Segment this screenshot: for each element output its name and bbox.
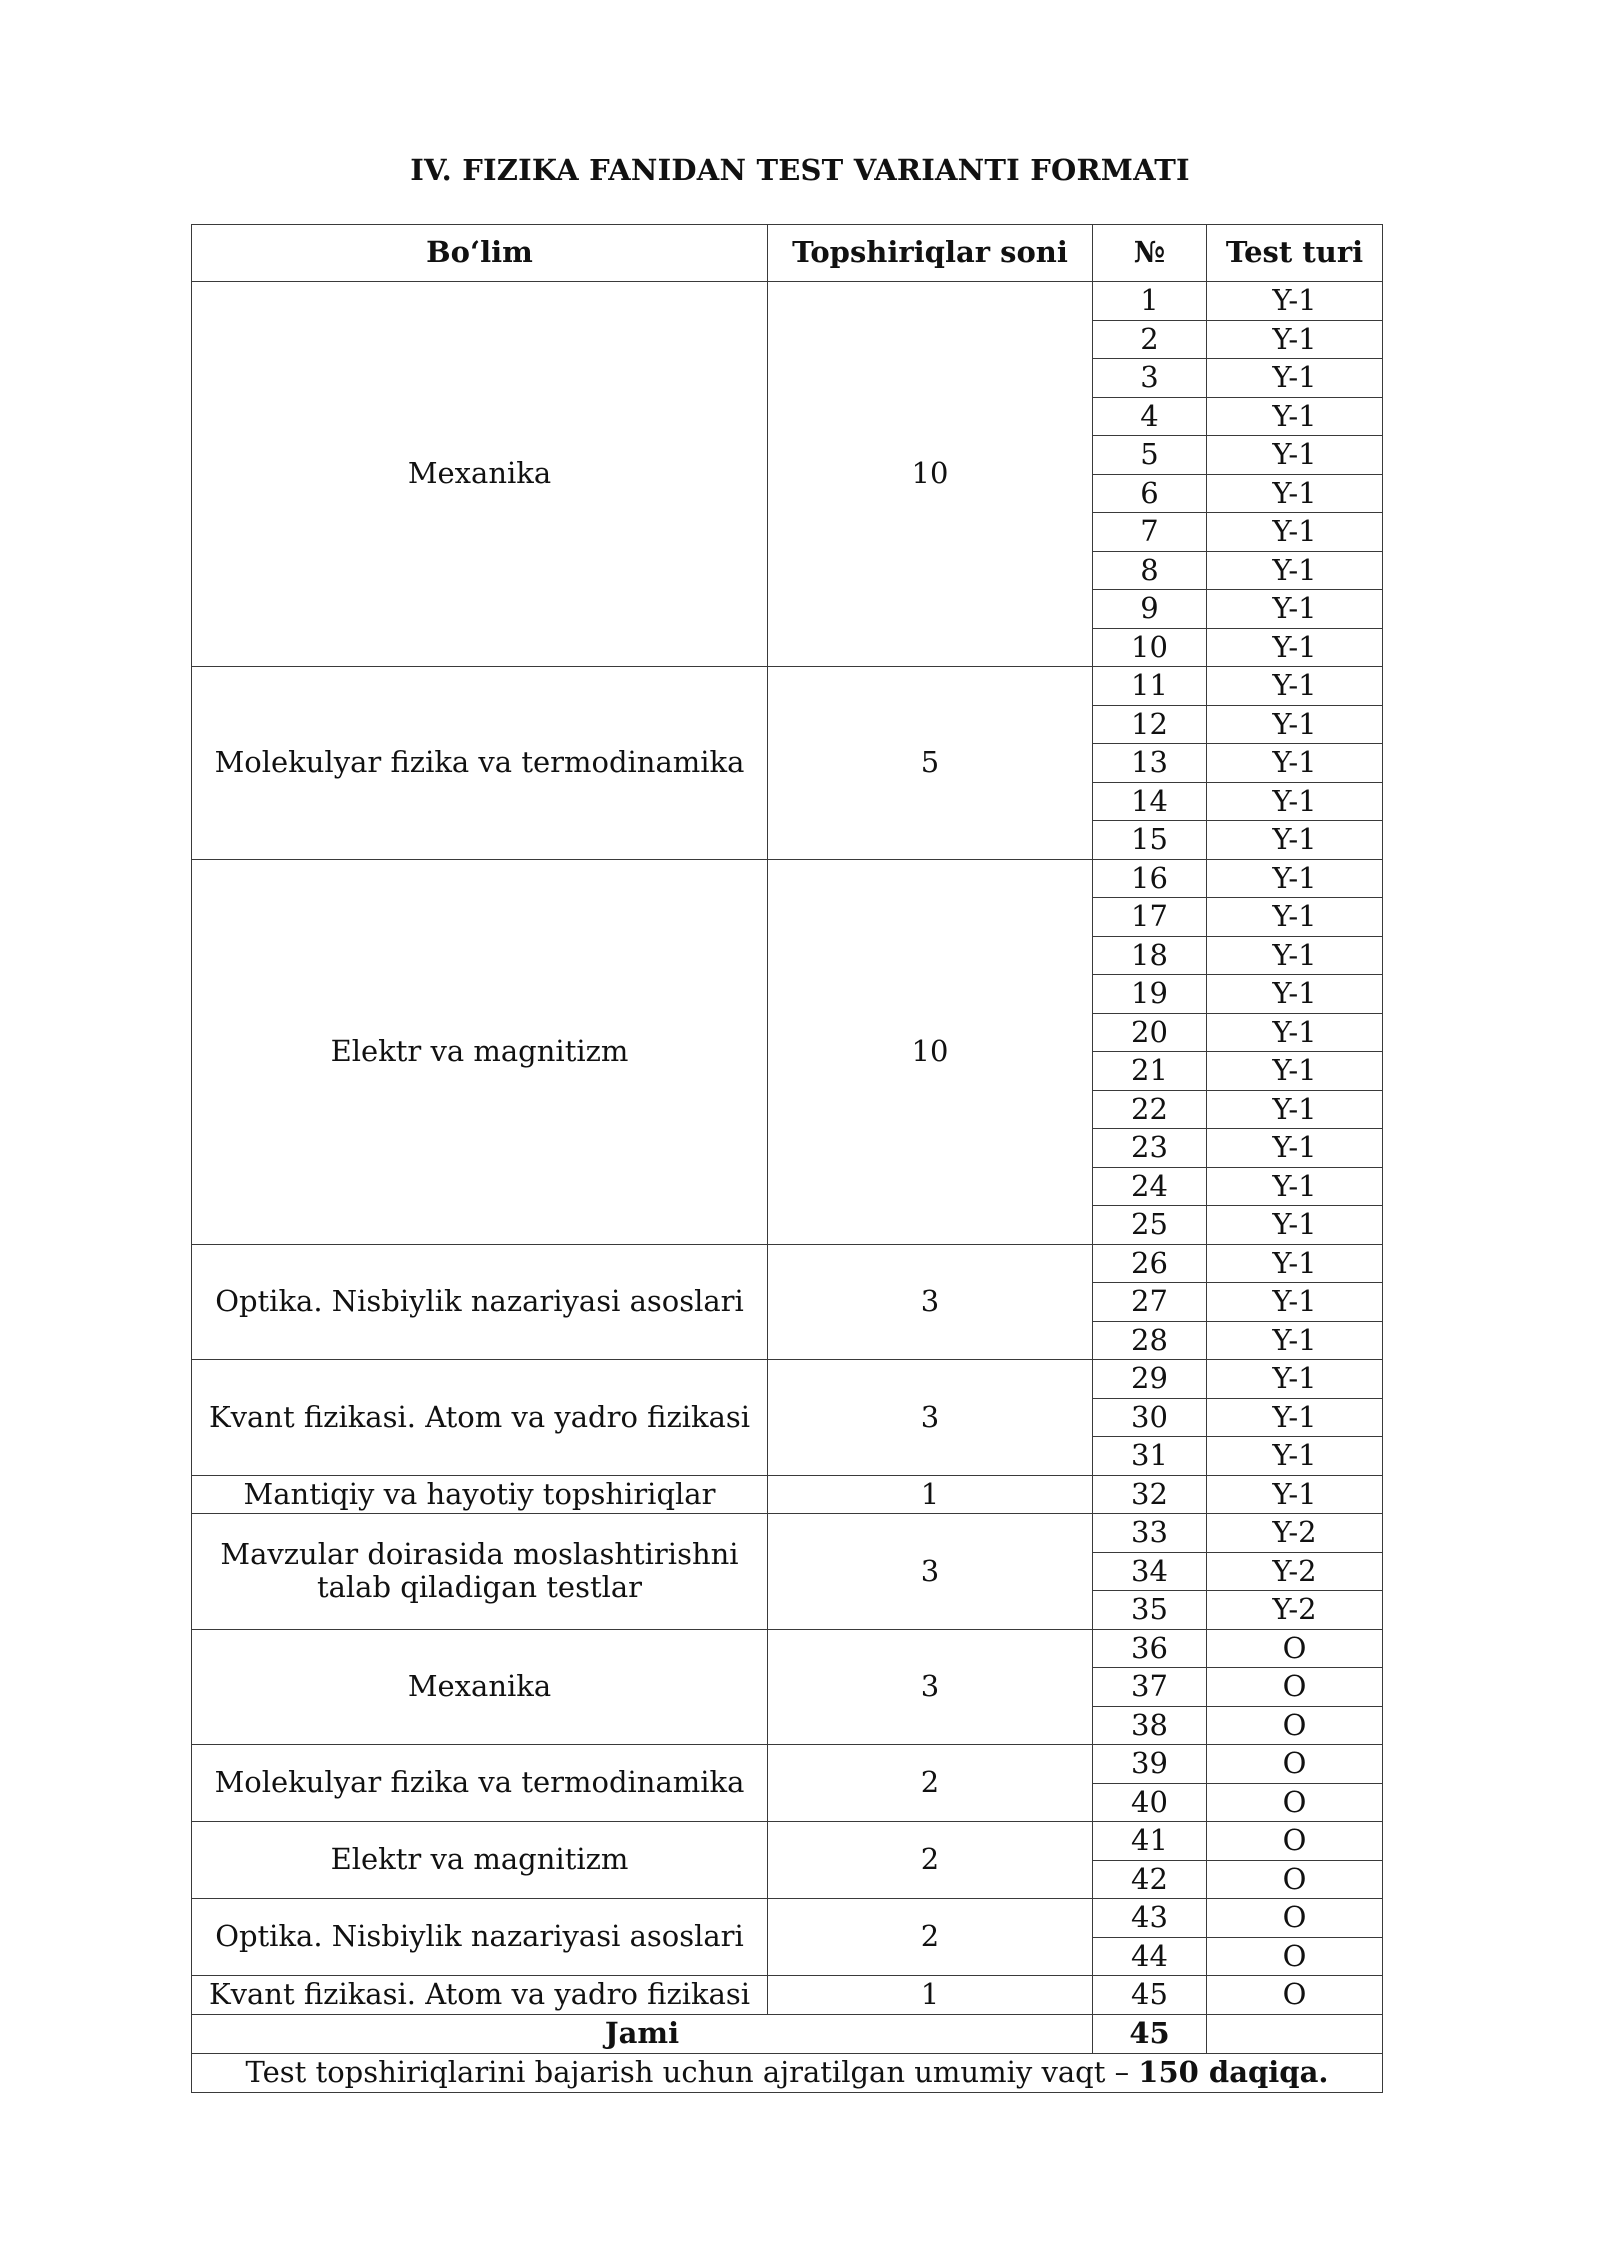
test-type-cell: Y-1: [1207, 975, 1383, 1014]
question-number-cell: 24: [1093, 1167, 1207, 1206]
section-name-cell: Elektr va magnitizm: [192, 1822, 768, 1899]
test-type-cell: Y-1: [1207, 782, 1383, 821]
section-name-cell: Optika. Nisbiylik nazariyasi asoslari: [192, 1899, 768, 1976]
test-type-cell: Y-1: [1207, 1090, 1383, 1129]
section-name-cell: Kvant fizikasi. Atom va yadro fizikasi: [192, 1360, 768, 1476]
test-type-cell: O: [1207, 1822, 1383, 1861]
question-number-cell: 15: [1093, 821, 1207, 860]
question-number-cell: 27: [1093, 1283, 1207, 1322]
test-type-cell: O: [1207, 1860, 1383, 1899]
test-type-cell: Y-1: [1207, 1437, 1383, 1476]
question-number-cell: 14: [1093, 782, 1207, 821]
test-type-cell: Y-1: [1207, 936, 1383, 975]
test-type-cell: Y-1: [1207, 436, 1383, 475]
question-number-cell: 22: [1093, 1090, 1207, 1129]
question-number-cell: 5: [1093, 436, 1207, 475]
question-number-cell: 17: [1093, 898, 1207, 937]
test-type-cell: O: [1207, 1629, 1383, 1668]
question-number-cell: 29: [1093, 1360, 1207, 1399]
question-number-cell: 16: [1093, 859, 1207, 898]
question-number-cell: 3: [1093, 359, 1207, 398]
question-number-cell: 9: [1093, 590, 1207, 629]
header-number: №: [1093, 225, 1207, 282]
test-type-cell: Y-1: [1207, 1167, 1383, 1206]
section-count-cell: 5: [768, 667, 1093, 860]
question-number-cell: 45: [1093, 1976, 1207, 2015]
question-number-cell: 12: [1093, 705, 1207, 744]
table-row: [192, 1976, 1383, 2015]
section-name-cell: Molekulyar fizika va termodinamika: [192, 1745, 768, 1822]
test-type-cell: Y-1: [1207, 359, 1383, 398]
question-number-cell: 7: [1093, 513, 1207, 552]
table-row: [192, 1360, 1383, 1399]
question-number-cell: 26: [1093, 1244, 1207, 1283]
test-type-cell: Y-1: [1207, 1321, 1383, 1360]
table-body: [192, 282, 1383, 2015]
question-number-cell: 13: [1093, 744, 1207, 783]
test-type-cell: Y-1: [1207, 1129, 1383, 1168]
section-name-cell: Kvant fizikasi. Atom va yadro fizikasi: [192, 1976, 768, 2015]
footer-row: [192, 2053, 1383, 2092]
section-count-cell: 3: [768, 1514, 1093, 1630]
question-number-cell: 32: [1093, 1475, 1207, 1514]
test-type-cell: Y-1: [1207, 859, 1383, 898]
test-type-cell: O: [1207, 1783, 1383, 1822]
table-row: [192, 1475, 1383, 1514]
section-name-cell: Mavzular doirasida moslashtirishni talab qiladigan testlar: [192, 1514, 768, 1630]
question-number-cell: 11: [1093, 667, 1207, 706]
section-count-cell: 1: [768, 1475, 1093, 1514]
question-number-cell: 38: [1093, 1706, 1207, 1745]
test-type-cell: Y-1: [1207, 898, 1383, 937]
test-type-cell: Y-1: [1207, 513, 1383, 552]
question-number-cell: 36: [1093, 1629, 1207, 1668]
section-name-cell: Mexanika: [192, 1629, 768, 1745]
header-test-type: Test turi: [1207, 225, 1383, 282]
section-count-cell: 10: [768, 859, 1093, 1244]
table-row: [192, 667, 1383, 706]
question-number-cell: 23: [1093, 1129, 1207, 1168]
test-type-cell: Y-1: [1207, 1052, 1383, 1091]
header-task-count: Topshiriqlar soni: [768, 225, 1093, 282]
test-type-cell: O: [1207, 1745, 1383, 1784]
test-type-cell: Y-1: [1207, 1206, 1383, 1245]
section-count-cell: 1: [768, 1976, 1093, 2015]
question-number-cell: 18: [1093, 936, 1207, 975]
question-number-cell: 41: [1093, 1822, 1207, 1861]
test-type-cell: Y-1: [1207, 397, 1383, 436]
question-number-cell: 6: [1093, 474, 1207, 513]
section-count-cell: 3: [768, 1244, 1093, 1360]
test-type-cell: O: [1207, 1937, 1383, 1976]
section-name-cell: Molekulyar fizika va termodinamika: [192, 667, 768, 860]
question-number-cell: 28: [1093, 1321, 1207, 1360]
test-type-cell: Y-1: [1207, 1013, 1383, 1052]
table-header-row: [192, 225, 1383, 282]
test-type-cell: Y-1: [1207, 1283, 1383, 1322]
header-section: Bo‘lim: [192, 225, 768, 282]
total-label: Jami: [192, 2014, 1093, 2053]
section-name-cell: Optika. Nisbiylik nazariyasi asoslari: [192, 1244, 768, 1360]
question-number-cell: 10: [1093, 628, 1207, 667]
table-row: [192, 1745, 1383, 1784]
footer-text: Test topshiriqlarini bajarish uchun ajratilgan umumiy vaqt –: [245, 2054, 1139, 2089]
test-type-cell: O: [1207, 1976, 1383, 2015]
section-count-cell: 3: [768, 1360, 1093, 1476]
question-number-cell: 44: [1093, 1937, 1207, 1976]
section-count-cell: 3: [768, 1629, 1093, 1745]
test-type-cell: Y-1: [1207, 821, 1383, 860]
test-type-cell: Y-1: [1207, 667, 1383, 706]
question-number-cell: 1: [1093, 282, 1207, 321]
total-value: 45: [1093, 2014, 1207, 2053]
section-name-cell: Mexanika: [192, 282, 768, 667]
test-type-cell: Y-2: [1207, 1514, 1383, 1553]
question-number-cell: 31: [1093, 1437, 1207, 1476]
question-number-cell: 25: [1093, 1206, 1207, 1245]
question-number-cell: 34: [1093, 1552, 1207, 1591]
table-row: [192, 859, 1383, 898]
question-number-cell: 2: [1093, 320, 1207, 359]
question-number-cell: 33: [1093, 1514, 1207, 1553]
section-name-cell: Elektr va magnitizm: [192, 859, 768, 1244]
section-count-cell: 10: [768, 282, 1093, 667]
test-type-cell: O: [1207, 1668, 1383, 1707]
test-type-cell: Y-1: [1207, 1475, 1383, 1514]
total-empty-cell: [1207, 2014, 1383, 2053]
question-number-cell: 21: [1093, 1052, 1207, 1091]
question-number-cell: 19: [1093, 975, 1207, 1014]
footer-time: 150 daqiqa.: [1138, 2054, 1329, 2089]
question-number-cell: 30: [1093, 1398, 1207, 1437]
test-type-cell: O: [1207, 1706, 1383, 1745]
test-type-cell: Y-1: [1207, 551, 1383, 590]
table-row: [192, 1822, 1383, 1861]
test-type-cell: Y-1: [1207, 590, 1383, 629]
table-row: [192, 1244, 1383, 1283]
test-type-cell: Y-1: [1207, 705, 1383, 744]
test-type-cell: Y-1: [1207, 474, 1383, 513]
table-row: [192, 1899, 1383, 1938]
question-number-cell: 20: [1093, 1013, 1207, 1052]
table-row: [192, 1629, 1383, 1668]
document-title: IV. FIZIKA FANIDAN TEST VARIANTI FORMATI: [410, 153, 1190, 187]
question-number-cell: 4: [1093, 397, 1207, 436]
test-type-cell: Y-1: [1207, 744, 1383, 783]
total-row: [192, 2014, 1383, 2053]
test-format-table: [191, 224, 1383, 2093]
question-number-cell: 37: [1093, 1668, 1207, 1707]
section-count-cell: 2: [768, 1745, 1093, 1822]
test-type-cell: Y-1: [1207, 1360, 1383, 1399]
test-type-cell: Y-2: [1207, 1552, 1383, 1591]
section-count-cell: 2: [768, 1899, 1093, 1976]
question-number-cell: 8: [1093, 551, 1207, 590]
footer-note: [192, 2053, 1383, 2092]
question-number-cell: 43: [1093, 1899, 1207, 1938]
test-type-cell: Y-2: [1207, 1591, 1383, 1630]
test-type-cell: Y-1: [1207, 282, 1383, 321]
question-number-cell: 42: [1093, 1860, 1207, 1899]
question-number-cell: 40: [1093, 1783, 1207, 1822]
table-row: [192, 282, 1383, 321]
test-type-cell: Y-1: [1207, 1244, 1383, 1283]
question-number-cell: 35: [1093, 1591, 1207, 1630]
test-type-cell: Y-1: [1207, 1398, 1383, 1437]
test-type-cell: O: [1207, 1899, 1383, 1938]
test-type-cell: Y-1: [1207, 628, 1383, 667]
section-name-cell: Mantiqiy va hayotiy topshiriqlar: [192, 1475, 768, 1514]
test-type-cell: Y-1: [1207, 320, 1383, 359]
question-number-cell: 39: [1093, 1745, 1207, 1784]
table-row: [192, 1514, 1383, 1553]
section-count-cell: 2: [768, 1822, 1093, 1899]
